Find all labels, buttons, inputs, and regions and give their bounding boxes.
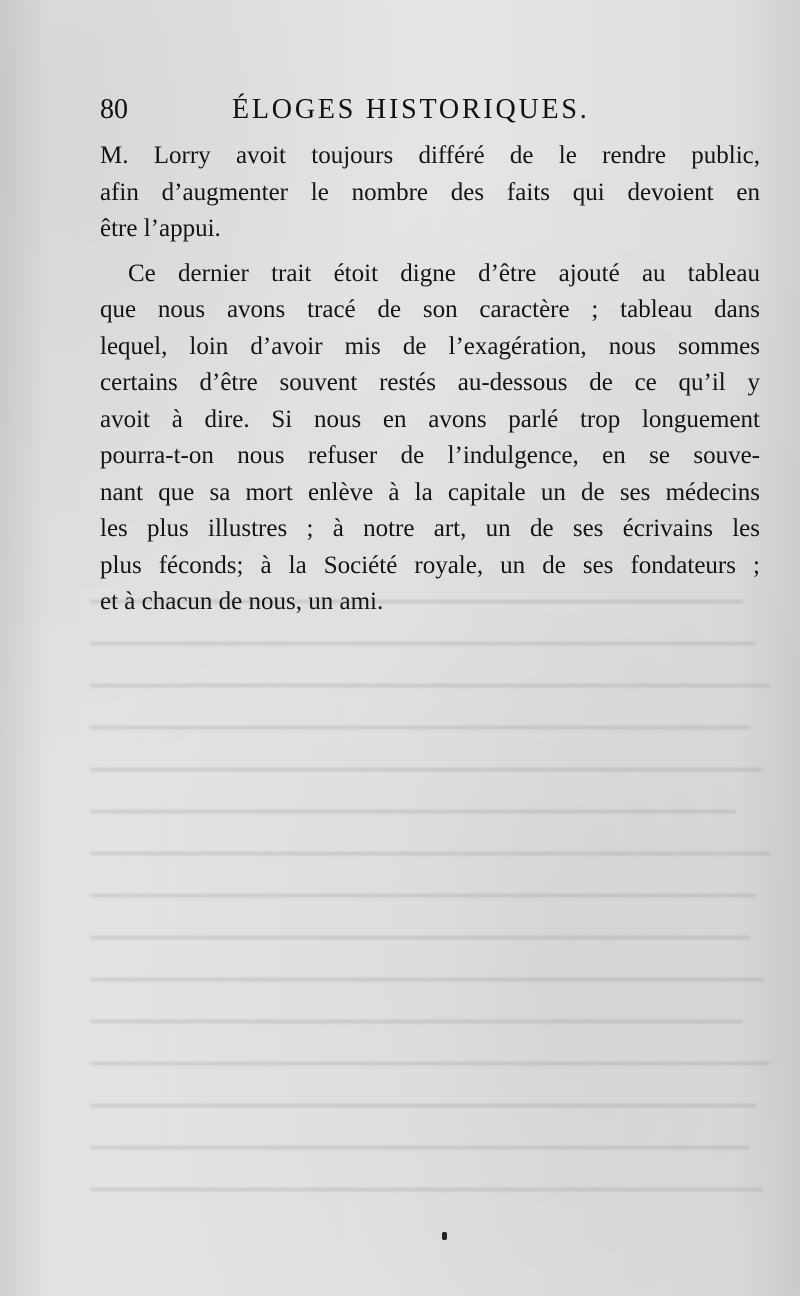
text-line: lequel, loin d’avoir mis de l’exagération, nous sommes <box>100 332 760 360</box>
body-text <box>100 138 760 621</box>
text-line: pourra-t-on nous refuser de l’indulgence, en se souve- <box>100 442 760 469</box>
ink-speck <box>442 1232 447 1240</box>
text-line: Ce dernier trait étoit digne d’être ajouté au tableau <box>128 259 760 287</box>
text-line: certains d’être souvent restés au-dessous de ce qu’il y <box>100 369 760 396</box>
text-line: M. Lorry avoit toujours différé de le rendre public, <box>100 142 760 169</box>
text-line: et à chacun de nous, un ami. <box>100 588 384 615</box>
paragraph <box>100 256 760 621</box>
text-line: les plus illustres ; à notre art, un de ses écrivains les <box>100 515 760 542</box>
text-line: être l’appui. <box>100 215 221 242</box>
text-line: que nous avons tracé de son caractère ; tableau dans <box>100 296 760 323</box>
page-number: 80 <box>100 94 128 125</box>
text-line: plus féconds; à la Société royale, un de ses fondateurs ; <box>100 551 760 579</box>
text-line: afin d’augmenter le nombre des faits qui devoient en <box>100 178 760 206</box>
running-title: ÉLOGES HISTORIQUES. <box>232 94 590 125</box>
bleed-through-text <box>90 600 770 1240</box>
text-line: nant que sa mort enlève à la capitale un de ses médecins <box>100 478 760 506</box>
page-header <box>100 92 760 132</box>
paragraph <box>100 138 760 248</box>
text-line: avoit à dire. Si nous en avons parlé trop longuement <box>100 405 760 433</box>
